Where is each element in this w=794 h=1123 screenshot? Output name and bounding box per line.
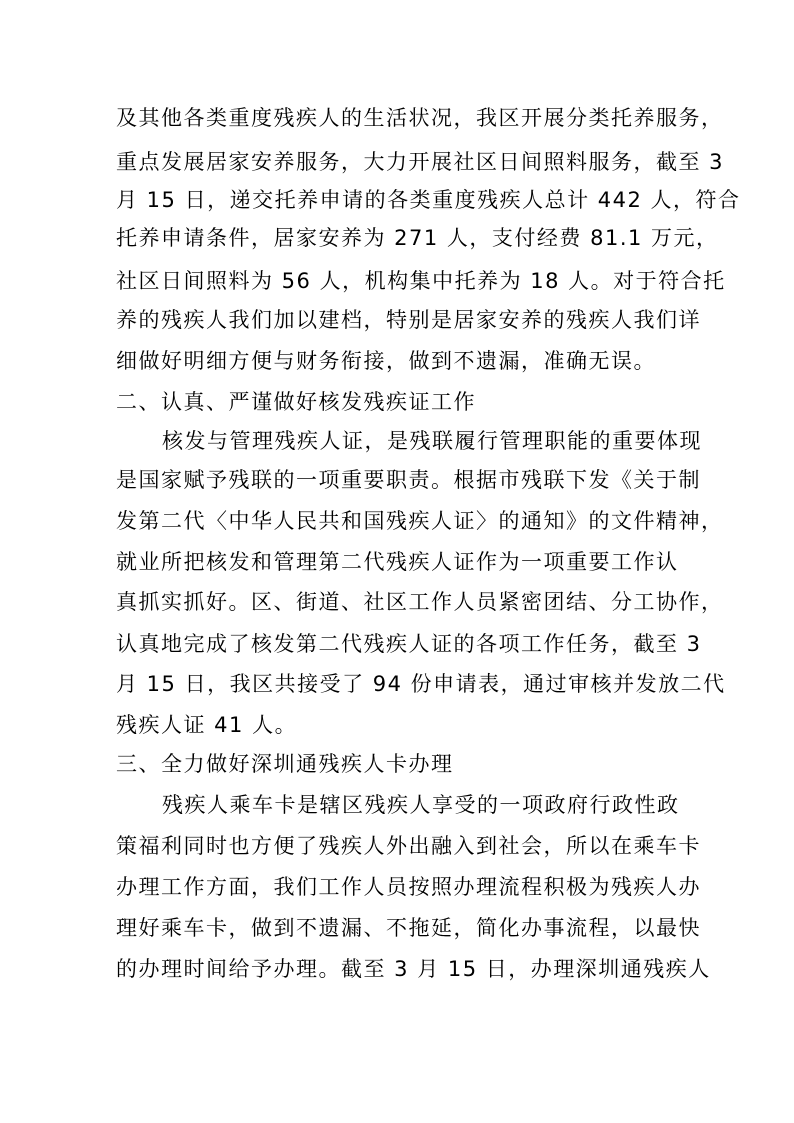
section-heading: 二、认真、严谨做好核发残疾证工作 [116, 390, 476, 414]
paragraph-line: 理好乘车卡，做到不遗漏、不拖延，简化办事流程，以最快 [116, 916, 701, 940]
paragraph-line: 残疾人乘车卡是辖区残疾人享受的一项政府行政性政 [162, 793, 680, 817]
paragraph-line: 的办理时间给予办理。截至 3 月 15 日，办理深圳通残疾人 [116, 957, 711, 981]
paragraph-line: 策福利同时也方便了残疾人外出融入到社会，所以在乘车卡 [116, 834, 701, 858]
paragraph-line: 重点发展居家安养服务，大力开展社区日间照料服务，截至 3 [116, 150, 725, 174]
paragraph-line: 是国家赋予残联的一项重要职责。根据市残联下发《关于制 [116, 468, 701, 492]
paragraph-line: 发第二代〈中华人民共和国残疾人证〉的通知》的文件精神， [116, 509, 724, 533]
paragraph-line: 核发与管理残疾人证，是残联履行管理职能的重要体现 [162, 429, 702, 453]
section-heading: 三、全力做好深圳通残疾人卡办理 [116, 752, 454, 776]
paragraph-line: 认真地完成了核发第二代残疾人证的各项工作任务，截至 3 [116, 632, 702, 656]
paragraph-line: 就业所把核发和管理第二代残疾人证作为一项重要工作认 [116, 550, 679, 574]
paragraph-line: 细做好明细方便与财务衔接，做到不遗漏，准确无误。 [116, 349, 656, 373]
paragraph-line: 月 15 日，我区共接受了 94 份申请表，通过审核并发放二代 [116, 672, 726, 696]
paragraph-line: 月 15 日，递交托养申请的各类重度残疾人总计 442 人，符合 [116, 188, 741, 212]
paragraph-line: 养的残疾人我们加以建档，特别是居家安养的残疾人我们详 [116, 308, 701, 332]
paragraph-line: 托养申请条件，居家安养为 271 人，支付经费 81.1 万元， [116, 226, 719, 250]
paragraph-line: 及其他各类重度残疾人的生活状况，我区开展分类托养服务， [116, 106, 724, 130]
paragraph-line: 办理工作方面，我们工作人员按照办理流程积极为残疾人办 [116, 875, 701, 899]
paragraph-line: 真抓实抓好。区、街道、社区工作人员紧密团结、分工协作， [116, 590, 724, 614]
paragraph-line: 残疾人证 41 人。 [116, 713, 298, 737]
paragraph-line: 社区日间照料为 56 人，机构集中托养为 18 人。对于符合托 [116, 269, 726, 293]
